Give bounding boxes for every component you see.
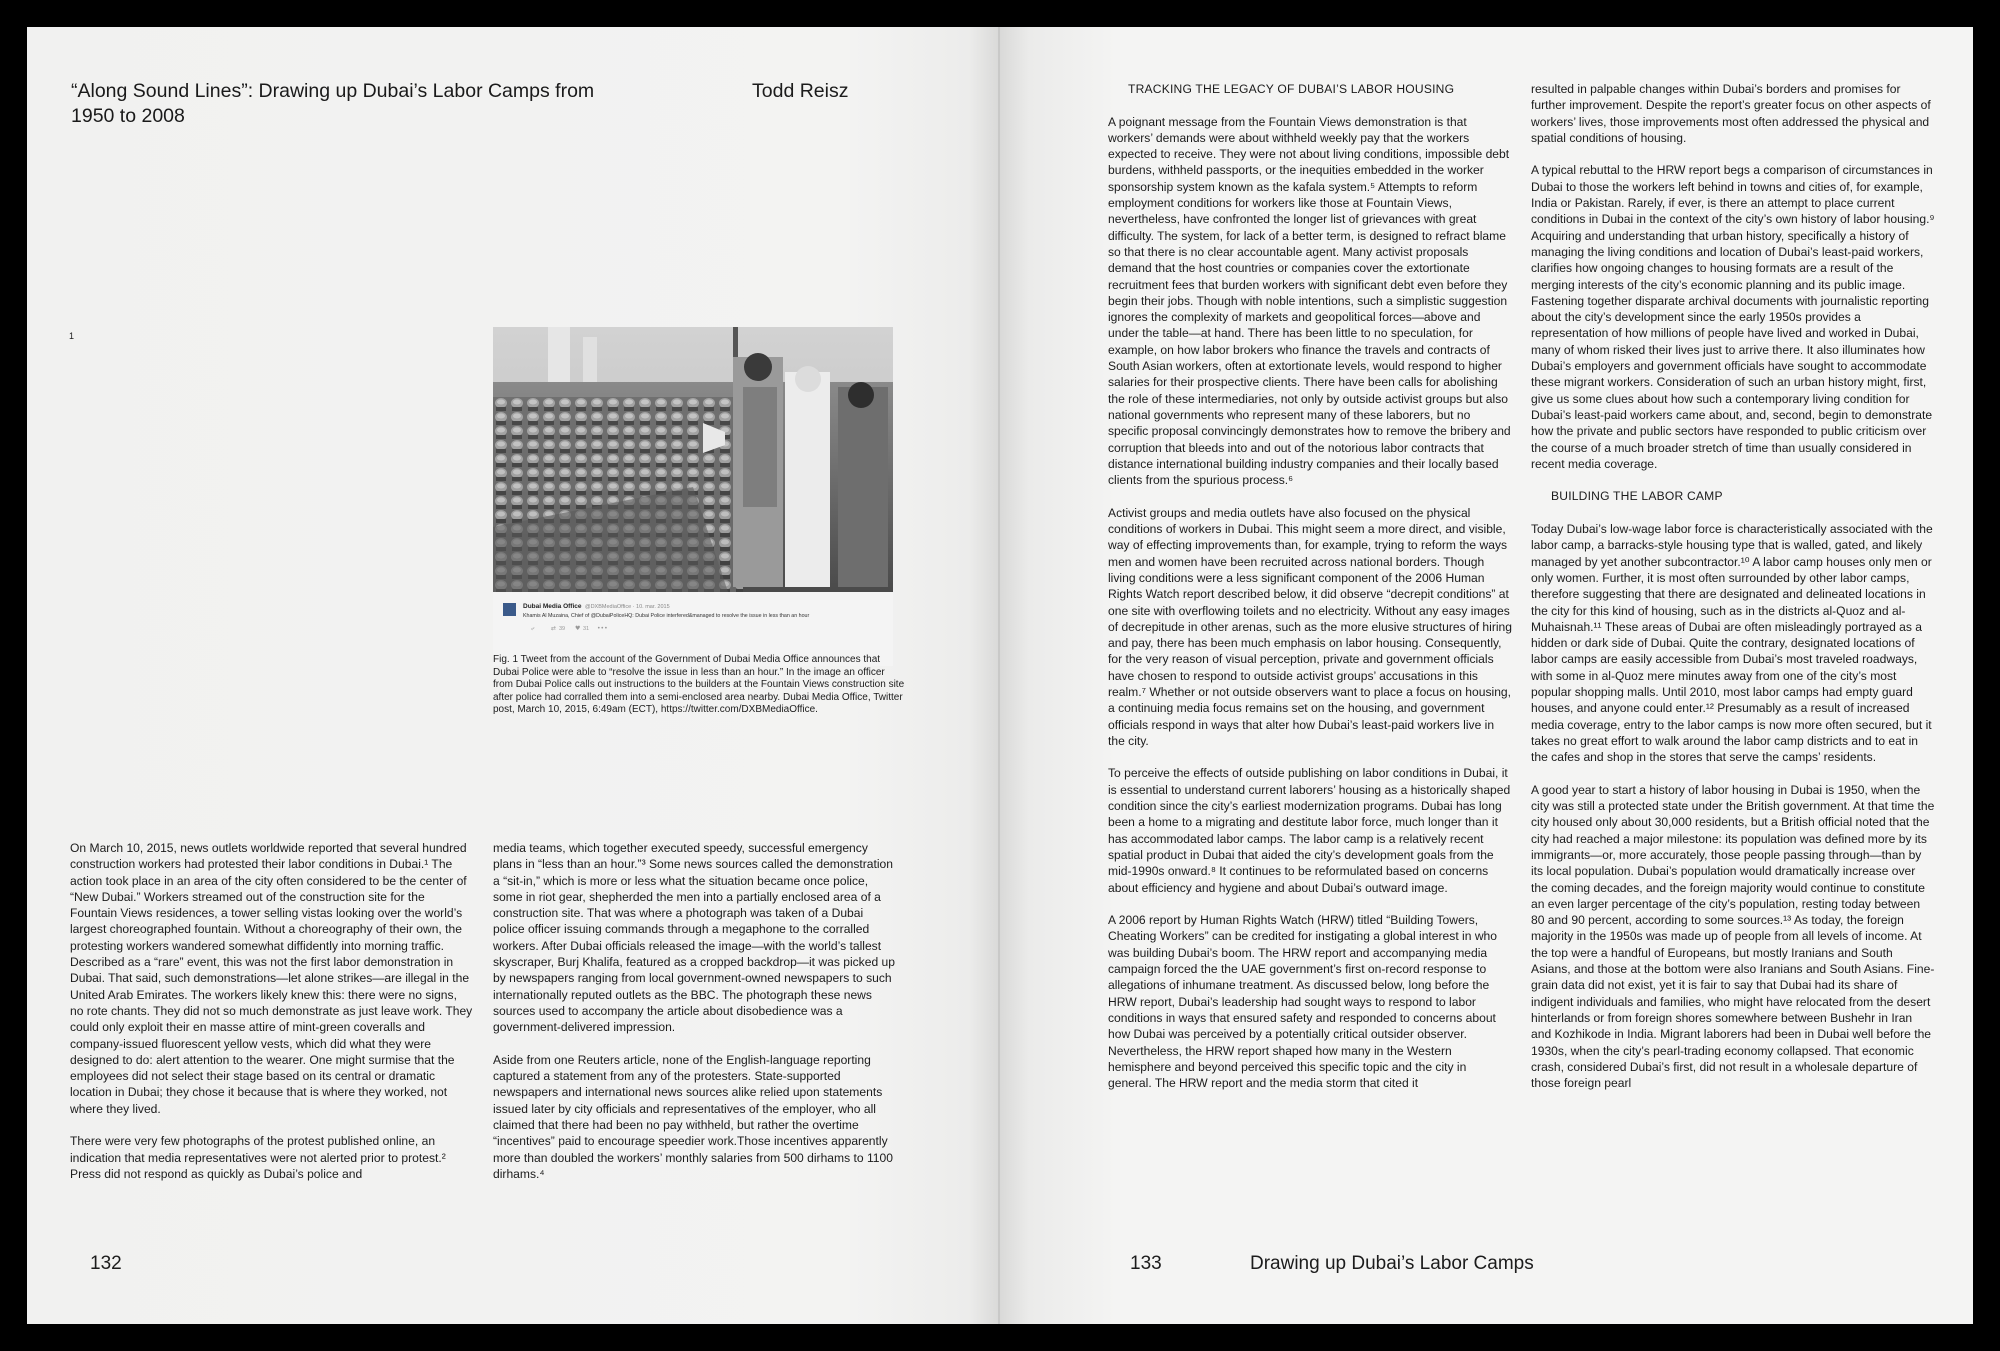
author-name: Todd Reisz [752, 80, 849, 102]
paragraph: media teams, which together executed speedy, successful emergency plans in “less than an hour.”³ Some news sources called the demonstration a “sit-in,” which is more or less what the situation became once police, some in riot gear, shepherded the men into a partially enclosed area of a construction site. That was where a photograph was taken of a Dubai police officer issuing commands through a megaphone to the corralled workers. After Dubai officials released the image—with the world’s tallest skyscraper, Burj Khalifa, featured as a cropped backdrop—it was picked up by newspapers ranging from local government-owned newspapers to such internationally reputed outlets as the BBC. The photograph these news sources used to accompany the article about disobedience was a government-delivered impression. [493, 841, 895, 1035]
right-page [1000, 27, 1973, 1324]
paragraph: On March 10, 2015, news outlets worldwide reported that several hundred construction workers had protested their labor conditions in Dubai.¹ The action took place in an area of the city often considered to be the center of “New Dubai.” Workers streamed out of the construction site for the Fountain Views residences, a tower selling vistas looking over the world’s largest choreographed fountain. Without a choreography of their own, the protesting workers wandered somewhat diffidently into morning traffic. Described as a “rare” event, this was not the first labor demonstration in Dubai. That said, such demonstrations—let alone strikes—are illegal in the United Arab Emirates. The workers likely knew this: there were no signs, no rote chants. They did not so much demonstrate as just leave work. They could only exploit their en masse attire of mint-green coveralls and company-issued fluorescent yellow vests, which did what they were designed to do: alert attention to the wearer. One might surmise that the employees did not select their stage based on its central or dramatic location in Dubai; they chose it because that is where they worked, not where they lived. [70, 841, 473, 1116]
retweet-icon: ⇄ [551, 625, 557, 632]
tweet-account-name: Dubai Media Office [523, 603, 582, 610]
left-page [27, 27, 998, 1324]
section-heading: BUILDING THE LABOR CAMP [1551, 489, 1723, 504]
reply-icon: ⤶ [531, 625, 535, 632]
right-column-2 [1531, 81, 1935, 1091]
retweet-count: 39 [559, 626, 566, 632]
paragraph: Activist groups and media outlets have also focused on the physical conditions of workers in Dubai. This might seem a more direct, and visible, way of effecting improvements than, for example, trying to reform the ways men and women have been recruited across national borders. Though living conditions were a less significant component of the 2006 Human Rights Watch report described below, it did observe “decrepit conditions” at one site with overflowing toilets and no electricity. Without any easy images of decrepitude in other arenas, such as the more elusive structures of hiring and pay, there has been much emphasis on labor housing. Consequently, for the very reason of visual perception, private and government officials have chosen to respond to outside activist groups’ accusations in this realm.⁷ Whether or not outside observers want to place a focus on housing, a continuing media focus remains set on the housing, and government officials respond in ways that alter how Dubai’s least-paid workers live in the city. [1108, 505, 1513, 748]
paragraph: Today Dubai’s low-wage labor force is characteristically associated with the labor camp, a barracks-style housing type that is walled, gated, and likely managed by yet another subcontractor.¹⁰ A labor camp houses only men or only women. Further, it is most often surrounded by other labor camps, therefore suggesting that there are designated and delineated locations in the city for this kind of housing, such as in the districts al-Quoz and al-Muhaisnah.¹¹ These areas of Dubai are often misleadingly portrayed as a hidden or dark side of Dubai. Quite the contrary, designated locations of labor camps are easily accessible from Dubai’s most traveled roadways, with some in al-Quoz mere minutes away from one of the city’s most popular shopping malls. Until 2010, most labor camps had empty guard houses, and anyone could enter.¹² Presumably as a result of increased media coverage, entry to the labor camps is now more often secured, but it takes no great effort to walk around the labor camp districts and to eat in the cafes and shop in the stores that serve the camps’ residents. [1531, 522, 1933, 765]
paragraph: A 2006 report by Human Rights Watch (HRW) titled “Building Towers, Cheating Workers” can be credited for instigating a global interest in who was building Dubai’s boom. The HRW report and accompanying media campaign forced the the UAE government’s first on-record response to allegations of inhumane treatment. As discussed below, long before the HRW report, Dubai’s leadership had sought ways to respond to labor conditions in ways that ensured safety and responded to concerns about how Dubai was perceived by a potentially critical outsider observer. Nevertheless, the HRW report shaped how many in the Western hemisphere and beyond perceived this specific topic and the city in general. The HRW report and the media storm that cited it [1108, 913, 1498, 1091]
left-column-1 [70, 840, 473, 1182]
paragraph: A good year to start a history of labor housing in Dubai is 1950, when the city was still a protected state under the British government. At that time the city housed only about 30,000 residents, but a British official noted that the city had reached a major milestone: its population was defined more by its immigrants—or, more accurately, those people passing through—than by its local population. Dubai’s population would dramatically increase over the coming decades, and the foreign majority would continue to constitute an even larger percentage of the city’s population, resting today between 80 and 90 percent, according to some sources.¹³ As today, the foreign majority in the 1950s was made up of people from all levels of income. At the top were a handful of Europeans, but mostly Iranians and South Asians, and those at the bottom were also Iranians and South Asians. Fine-grain data did not exist, yet it is fair to say that Dubai had its share of indigent individuals and families, who might have relocated from the desert hinterlands or from foreign shores somewhere between Bushehr in Iran and Kozhikode in India. Migrant laborers had been in Dubai well before the 1930s, when the city’s pearl-trading economy collapsed. That economic crash, considered Dubai’s first, did not result in a wholesale departure of those foreign pearl [1531, 782, 1935, 1091]
paragraph: A poignant message from the Fountain Views demonstration is that workers’ demands were about withheld weekly pay that the workers expected to receive. They were not about living conditions, impossible debt burdens, withheld passports, or the inequities embedded in the worker sponsorship system known as the kafala system.⁵ Attempts to reform employment conditions for workers like those at Fountain Views, nevertheless, have confronted the longer list of grievances with great difficulty. The system, for lack of a better term, is designed to refract blame so that there is no clear accountable agent. Many activist proposals demand that the host countries or companies cover the extortionate recruitment fees that burden workers with significant debt even before they begin their jobs. Though with noble intentions, such a simplistic suggestion ignores the complexity of markets and geopolitical forces—above and under the table—at hand. There has been little to no speculation, for example, on how labor brokers who finance the travels and contracts of South Asian workers, often at extortionate levels, would respond to higher salaries for their prospective clients. There have been calls for abolishing the role of these intermediaries, not only by outside activist groups but also national governments who represent many of these laborers, but no specific proposal convincingly demonstrates how to remove the bribery and corruption that bleeds into and out of the notorious labor contracts that distance international building industry companies and their locally based clients from the spurious process.⁶ [1108, 114, 1511, 488]
page-number-left: 132 [90, 1253, 122, 1274]
like-count: 31 [583, 626, 590, 632]
section-heading: TRACKING THE LEGACY OF DUBAI’S LABOR HOUSING [1128, 82, 1455, 96]
figure-caption: Fig. 1 Tweet from the account of the Government of Dubai Media Office announces that Dubai Police were able to “resolve the issue in less than an hour.” In the image an officer from Dubai Police calls out instructions to the builders at the Fountain Views construction site after police had corralled them into a semi-enclosed area nearby. Dubai Media Office, Twitter post, March 10, 2015, 6:49am (ECT), https://twitter.com/DXBMediaOffice. [493, 654, 905, 715]
paragraph: There were very few photographs of the protest published online, an indication that media representatives were not alerted prior to protest.² Press did not respond as quickly as Dubai’s police and [70, 1134, 446, 1181]
right-column-1 [1108, 81, 1512, 1091]
like-icon: ♥ [575, 625, 581, 632]
tweet-handle: @DXBMediaOffice · 10. mar. 2015 [585, 604, 670, 610]
left-column-2 [493, 840, 896, 1182]
tweet-text: Khamis Al Muzaina, Chief of @DubaiPoliceHQ: Dubai Police interfered&managed to resolve the issue in less than an hour [523, 613, 810, 619]
paragraph: resulted in palpable changes within Dubai’s borders and promises for further improvement. Despite the report’s greater focus on other aspects of workers’ lives, those improvements most often addressed the physical and spatial conditions of housing. [1531, 82, 1931, 145]
article-title: “Along Sound Lines”: Drawing up Dubai’s Labor Camps from 1950 to 2008 [71, 80, 595, 127]
more-icon: ••• [597, 625, 608, 632]
page-number-right: 133 [1130, 1253, 1162, 1274]
figure-marker: 1 [69, 331, 75, 341]
twitter-avatar-icon [503, 603, 516, 616]
running-title: Drawing up Dubai’s Labor Camps [1250, 1253, 1534, 1274]
paragraph: Aside from one Reuters article, none of the English-language reporting captured a statement from any of the protesters. State-supported newspapers and international news sources alike relied upon statements issued later by city officials and representatives of the employer, who all claimed that there had been no pay withheld, but rather the overtime “incentives” paid to encourage speedier work.Those incentives apparently more than doubled the workers’ monthly salaries from 500 dirhams to 1100 dirhams.⁴ [493, 1052, 893, 1181]
paragraph: To perceive the effects of outside publishing on labor conditions in Dubai, it is essential to understand current laborers’ housing as a historically shaped condition since the city’s earliest modernization programs. Dubai has long been a home to a migrating and destitute labor force, much longer than it has accommodated labor camps. The labor camp is a relatively recent spatial product in Dubai that aided the city’s development goals from the mid-1990s onward.⁸ It continues to be reformulated based on concerns about efficiency and hygiene and about Dubai’s outward image. [1108, 766, 1511, 895]
figure-photo [493, 327, 893, 666]
paragraph: A typical rebuttal to the HRW report begs a comparison of circumstances in Dubai to those the workers left behind in towns and cities of, for example, India or Pakistan. Rarely, if ever, is there an attempt to place current conditions in Dubai in the context of the city’s own history of labor housing.⁹ Acquiring and understanding that urban history, specifically a history of managing the living conditions and location of Dubai’s least-paid workers, clarifies how ongoing changes to housing formats are a result of the merging interests of the city’s economic planning and its public image. Fastening together disparate archival documents with journalistic reporting about the city’s development since the early 1950s provides a representation of how millions of people have lived and worked in Dubai, many of whom risked their lives just to arrive there. It also illuminates how Dubai’s employers and government officials have sought to accommodate these migrant workers. Consideration of such an urban history might, first, give us some clues about how such a contemporary living condition for Dubai’s least-paid workers came about, and, second, begin to demonstrate how the private and public sectors have responded to public criticism over the course of a much broader stretch of time than usually considered in recent media coverage. [1531, 163, 1935, 471]
